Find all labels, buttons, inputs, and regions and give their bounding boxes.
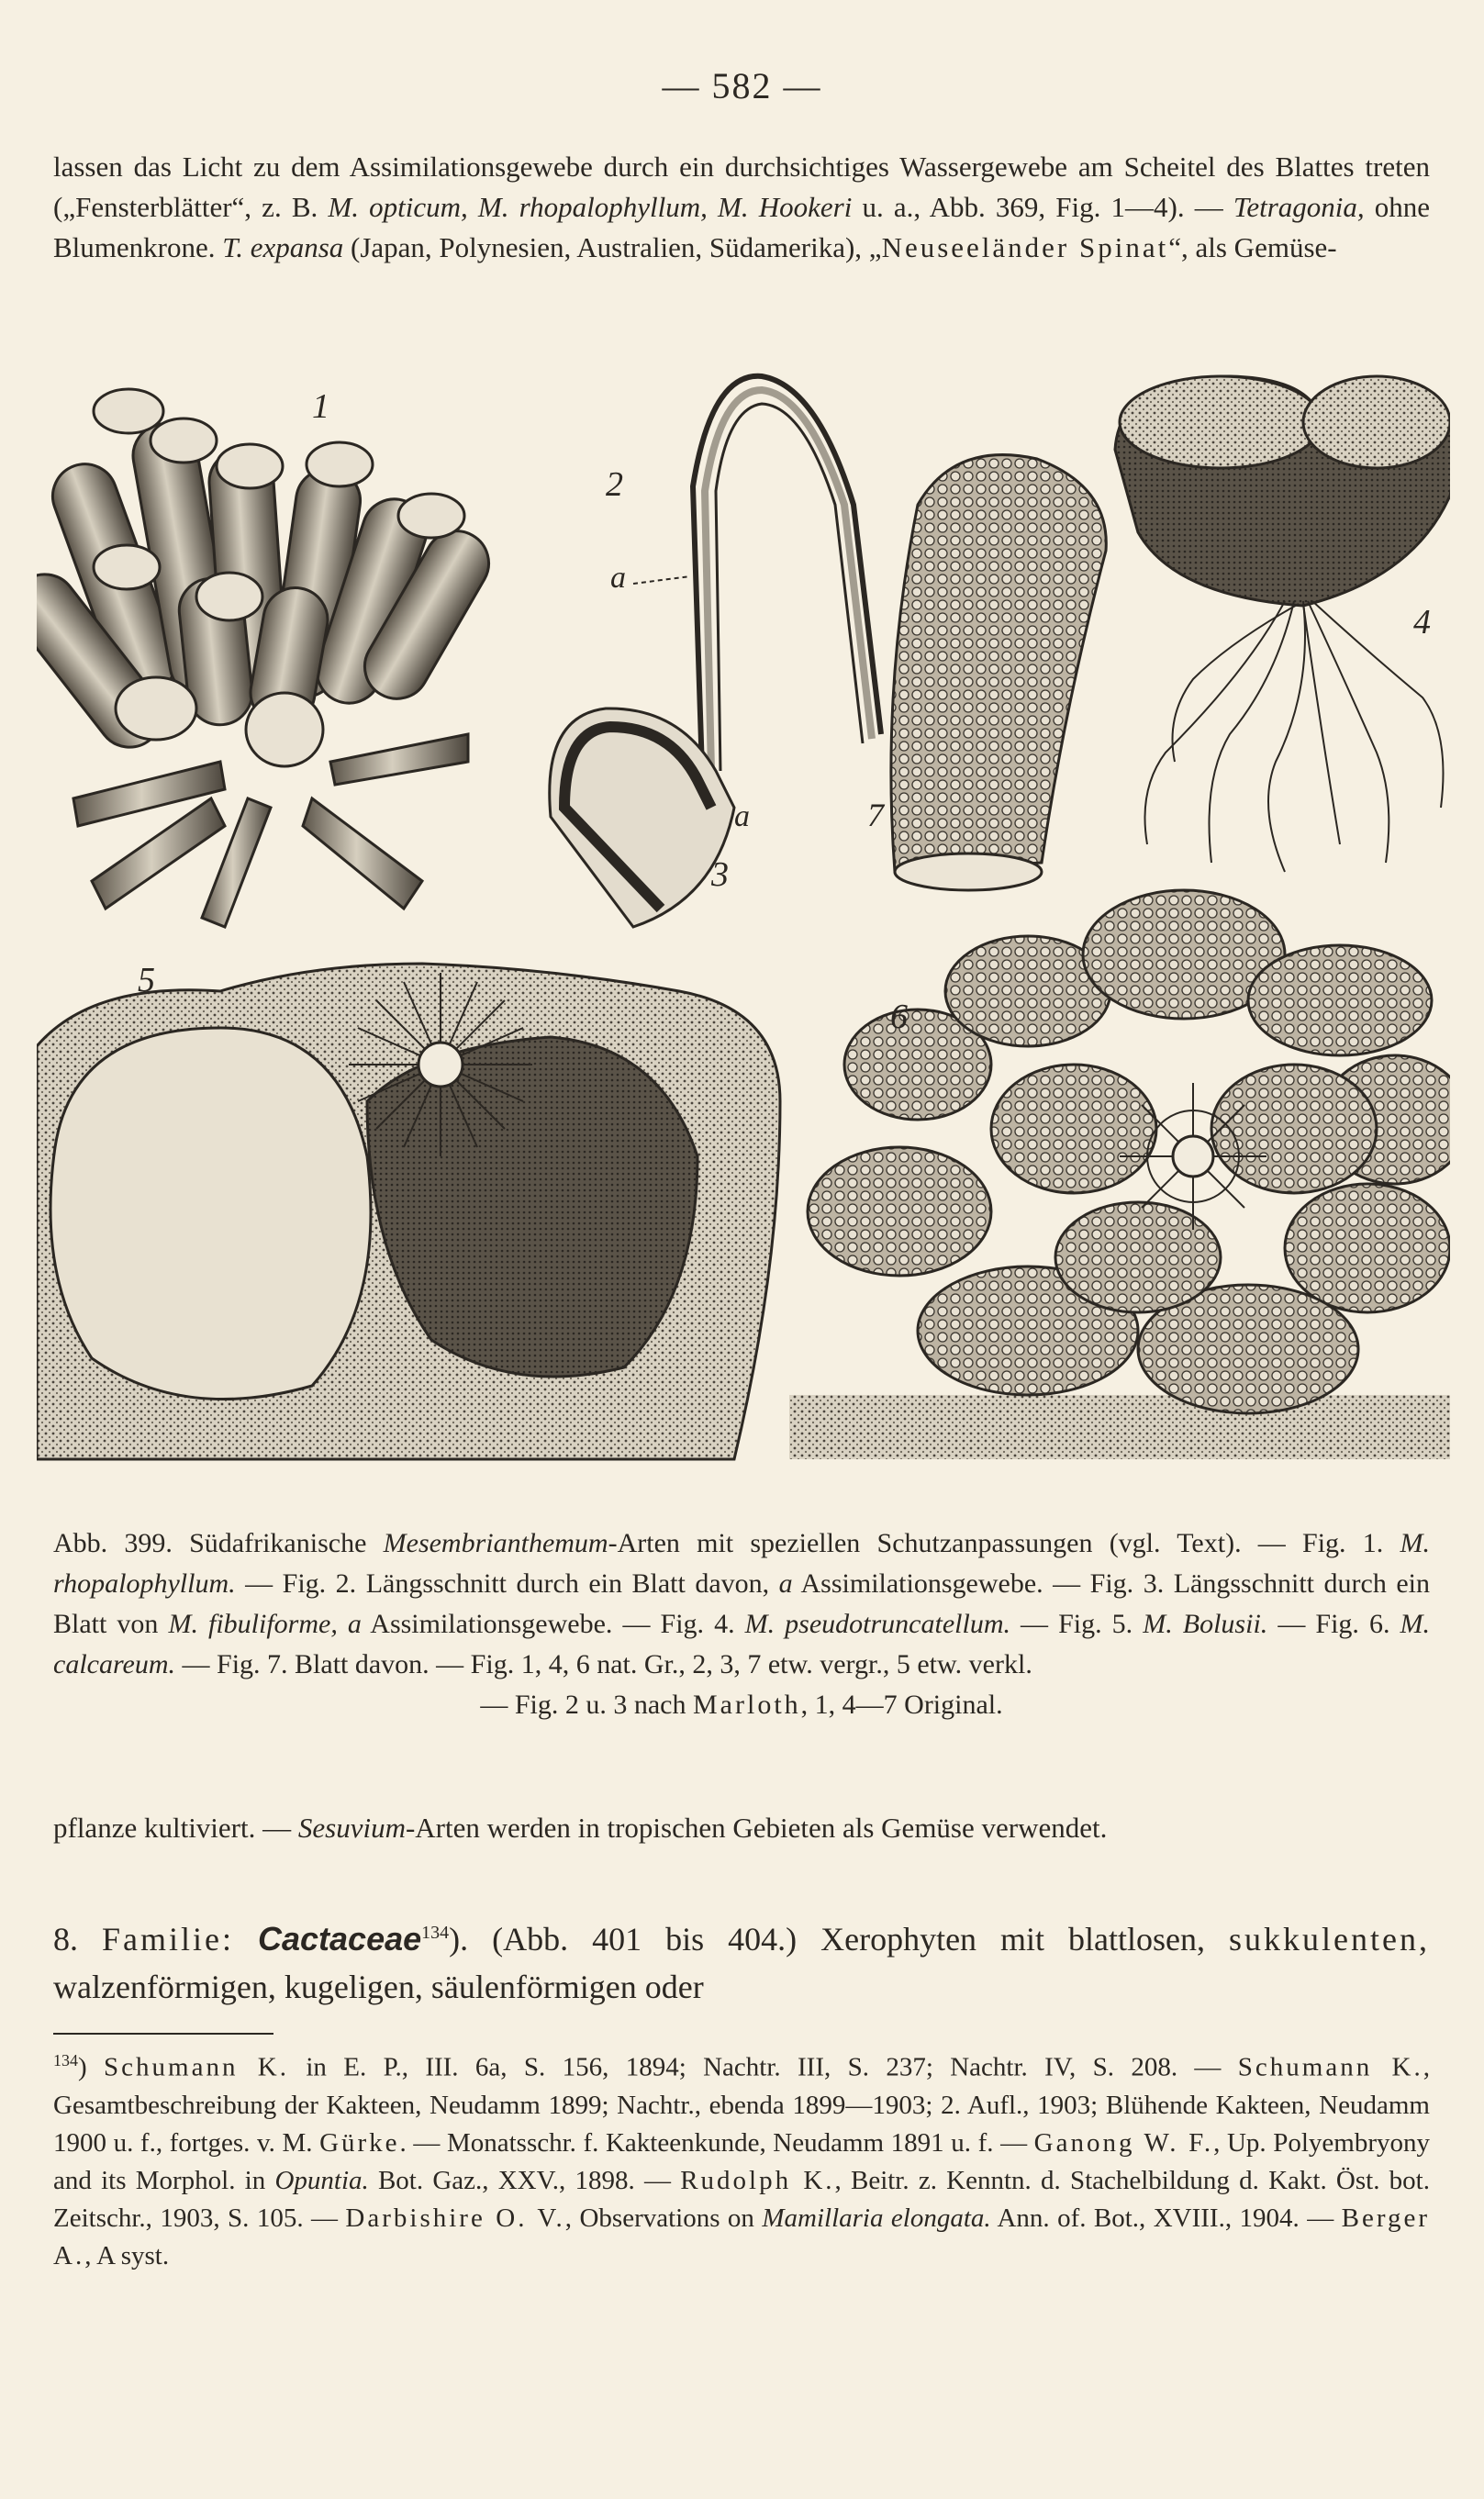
author-name: Gürke	[319, 2127, 400, 2158]
fig-label-2: 2	[606, 465, 623, 504]
figure-illustration	[37, 367, 1450, 1468]
text-line: lassen das Licht zu dem Assimilationsgewebe durch ein durchsichtiges Wassergewebe am	[53, 151, 1113, 183]
footnote-ref: 134	[421, 1923, 450, 1943]
genus-name: Opuntia.	[274, 2165, 369, 2195]
footnote-divider	[53, 2033, 273, 2035]
caption-species: M. Bolusii.	[1143, 1609, 1268, 1639]
caption-text: , 1, 4—7 Original.	[800, 1690, 1003, 1720]
text-line: ). (Abb. 401 bis 404.) Xerophyten mit blattlosen,	[449, 1921, 1206, 1958]
text-line: “, als Gemüse-	[1168, 231, 1337, 263]
caption-text: — Fig. 6.	[1278, 1609, 1390, 1639]
fig-label-1: 1	[312, 387, 329, 426]
figure-svg	[37, 367, 1450, 1468]
caption-text: Assimilationsgewebe. — Fig. 3. Längsschnitt durch ein Blatt von	[53, 1568, 1430, 1639]
fig-label-7: 7	[867, 797, 884, 833]
author-name: Schumann K.	[104, 2052, 289, 2082]
text-line: -Arten werden in tropischen Gebieten als Gemüse verwendet.	[405, 1812, 1108, 1844]
genus-name: Sesuvium	[297, 1812, 406, 1844]
author-name: Schumann K.	[1237, 2052, 1423, 2082]
fig-label-a2: a	[734, 799, 750, 833]
spaced-term: Neuseeländer Spinat	[881, 231, 1169, 263]
fig-label-a: a	[610, 561, 626, 595]
caption-text: -Arten mit speziellen Schutzanpassungen (vgl. Text). — Fig. 1.	[608, 1528, 1384, 1558]
fig6-calcareum	[789, 890, 1450, 1459]
text-line: pflanze kultiviert. —	[53, 1812, 292, 1844]
author-name: Ganong W. F.	[1033, 2127, 1214, 2158]
caption-species: M. fibuliforme, a	[168, 1609, 362, 1639]
family-heading	[53, 1909, 1430, 2011]
text-line: walzenförmigen, kugeligen, säulenförmigen oder	[53, 1969, 704, 2005]
caption-text: — Fig. 2 u. 3 nach	[480, 1690, 686, 1720]
intro-paragraph	[53, 147, 1430, 268]
author-name: Marloth	[693, 1690, 801, 1720]
page-number: — 582 —	[662, 65, 822, 106]
spaced-term: sukkulenten,	[1229, 1921, 1431, 1958]
family-name: Cactaceae	[258, 1920, 422, 1958]
footnote	[53, 2042, 1430, 2275]
caption-letter: a	[778, 1568, 793, 1599]
footnote-text: . — Monatsschr. f. Kakteenkunde, Neudamm 1891 u. f. —	[399, 2127, 1034, 2158]
author-name: Rudolph K.	[680, 2165, 835, 2195]
caption-text: Abb. 399. Südafrikanische	[53, 1528, 367, 1558]
footnote-text: Bot. Gaz., XXV., 1898. —	[368, 2165, 681, 2195]
footnote-text: , Beitr. z. Kenntn. d. Stachelbildung d. Kakt. Öst. bot. Zeitschr., 1903, S. 105. —	[53, 2165, 1430, 2233]
footnote-text: , Up. Polyembryony and its Morphol. in	[53, 2127, 1430, 2195]
footnote-number: 134	[53, 2051, 78, 2069]
continuation-paragraph	[53, 1808, 1430, 1848]
figure-caption	[53, 1523, 1430, 1725]
caption-species: M. rhopalophyllum.	[53, 1528, 1431, 1599]
footnote-text: , A syst.	[84, 2240, 170, 2270]
fig-label-3: 3	[711, 855, 729, 894]
fig4-pseudotruncatellum	[1115, 376, 1450, 872]
footnote-text: in E. P., III. 6a, S. 156, 1894; Nachtr. III, S. 237; Nachtr. IV, S. 208. —	[289, 2052, 1238, 2082]
fig-label-4: 4	[1413, 603, 1431, 641]
footnote-text: , Gesamtbeschreibung der Kakteen, Neudamm 1899; Nachtr., ebenda 1899—1903; 2. Aufl., 1903; Blühende Kakteen, Neudamm 1900 u. f., fortges. v. M.	[53, 2052, 1431, 2158]
fig2-leaf-section	[606, 376, 881, 771]
caption-text: — Fig. 7. Blatt davon. — Fig. 1, 4, 6 nat. Gr., 2, 3, 7 etw. vergr., 5 etw. verkl.	[182, 1649, 1032, 1679]
species-name: T. expansa	[222, 231, 344, 263]
author-name: Berger A.	[53, 2203, 1431, 2270]
caption-species: M. calcareum.	[53, 1609, 1431, 1679]
genus-name: Tetragonia,	[1233, 191, 1365, 223]
author-name: Darbishire O. V.	[345, 2203, 565, 2233]
caption-text: Assimilationsgewebe. — Fig. 4.	[370, 1609, 735, 1639]
footnote-text: Ann. of. Bot., XVIII., 1904. —	[990, 2203, 1342, 2233]
fig7-single-leaf	[867, 455, 1106, 890]
family-label: Familie:	[102, 1921, 234, 1958]
section-number: 8.	[53, 1921, 78, 1958]
caption-species: M. pseudotruncatellum.	[744, 1609, 1010, 1639]
species-name: Mamillaria elongata.	[762, 2203, 991, 2233]
fig1-succulent-cluster	[37, 387, 500, 927]
text-line: ohne Blumenkrone.	[53, 191, 1431, 263]
caption-text: — Fig. 5.	[1021, 1609, 1133, 1639]
footnote-text: )	[78, 2052, 105, 2082]
footnote-text: , Observations on	[564, 2203, 763, 2233]
text-line: Scheitel des Blattes treten („Fensterblätter“, z. B.	[53, 151, 1430, 223]
fig-label-5: 5	[138, 961, 155, 999]
text-line: (Japan, Polynesien, Australien, Südamerika), „	[351, 231, 882, 263]
caption-text: — Fig. 2. Längsschnitt durch ein Blatt davon,	[245, 1568, 770, 1599]
species-name: M. Hookeri	[718, 191, 853, 223]
caption-genus: Mesembrianthemum	[383, 1528, 608, 1558]
species-name: M. opticum, M. rhopalophyllum,	[328, 191, 708, 223]
caption-last-line	[53, 1685, 1430, 1725]
text-line: u. a., Abb. 369, Fig. 1—4). —	[862, 191, 1223, 223]
fig5-bolusii	[37, 961, 780, 1459]
fig-label-6: 6	[890, 998, 908, 1036]
